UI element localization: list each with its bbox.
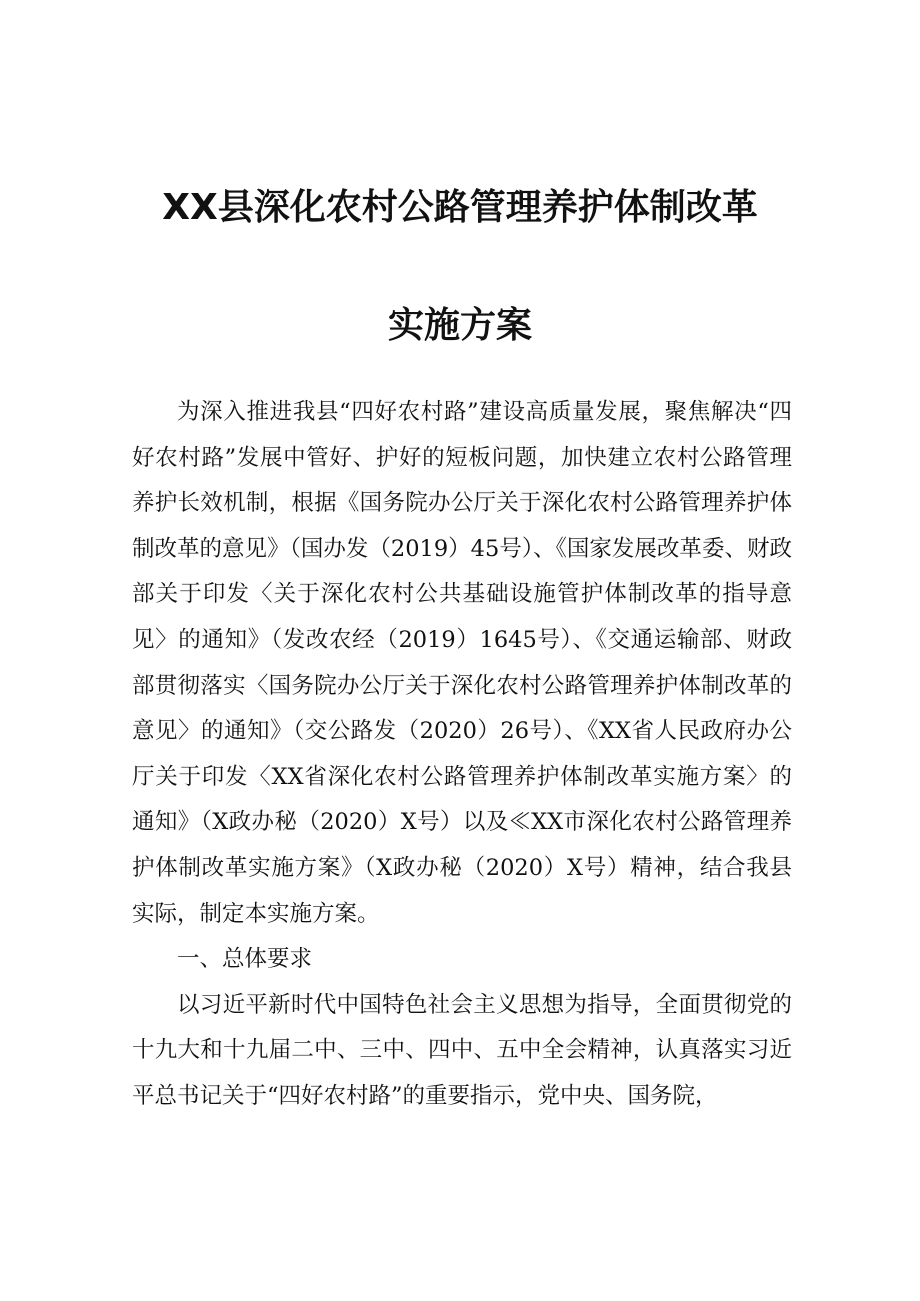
document-title-line-1: XX县深化农村公路管理养护体制改革 <box>162 187 758 228</box>
section-heading-overall-requirements: 一、总体要求 <box>177 946 313 973</box>
document-body <box>132 390 792 1120</box>
intro-paragraph: 为深入推进我县“四好农村路”建设高质量发展，聚焦解决“四好农村路”发展中管好、护好的短板问题，加快建立农村公路管理养护长效机制，根据《国务院办公厅关于深化农村公路管理养护体制改革的意见》（国办发（2019）45号）、《国家发展改革委、财政部关于印发〈关于深化农村公共基础设施管护体制改革的指导意见〉的通知》（发改农经（2019）1645号）、《交通运输部、财政部贯彻落实〈国务院办公厅关于深化农村公路管理养护体制改革的意见〉的通知》（交公路发（2020）26号）、《XX省人民政府办公厅关于印发〈XX省深化农村公路管理养护体制改革实施方案〉的通知》（X政办秘（2020）X号）以及≪XX市深化农村公路管理养护体制改革实施方案》（X政办秘（2020）X号）精神，结合我县实际，制定本实施方案。 <box>132 399 792 927</box>
section-1-paragraph: 以习近平新时代中国特色社会主义思想为指导，全面贯彻党的十九大和十九届二中、三中、四中、五中全会精神，认真落实习近平总书记关于“四好农村路”的重要指示，党中央、国务院， <box>132 991 792 1109</box>
document-title-line-2: 实施方案 <box>387 305 532 346</box>
